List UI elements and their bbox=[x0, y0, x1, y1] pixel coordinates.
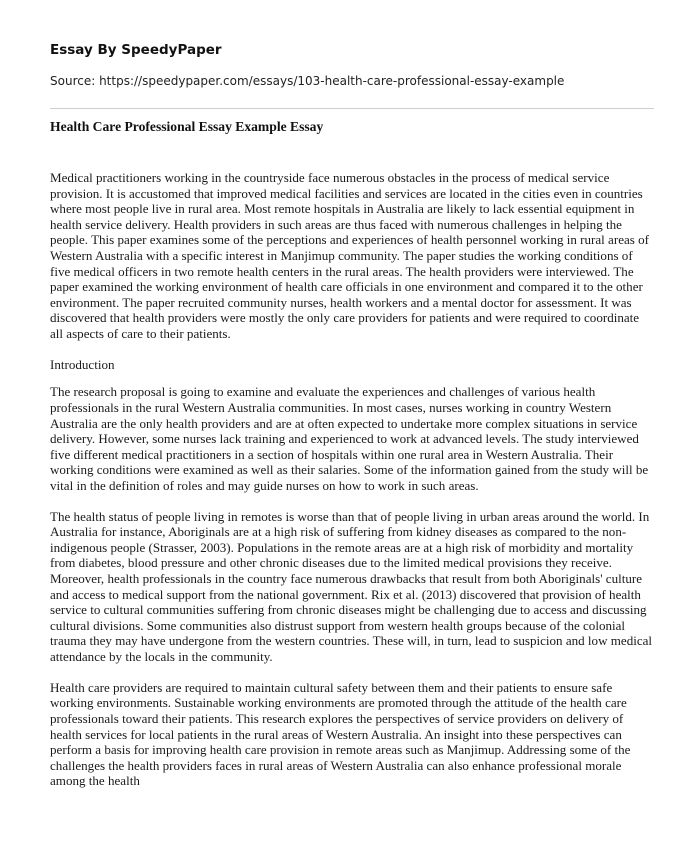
body-paragraph-3: Health care providers are required to maintain cultural safety between them and their patients to ensure safe working environments. Sustainable working environments are promoted through the attitude of the health care professionals toward their patients. This research explores the perspectives of service providers on delivery of health services for local patients in the rural areas of Western Australia. An insight into these perspectives can perform a basis for improving health care provision in remote areas such as Manjimup. Addressing some of the challenges the health providers faces in rural areas of Western Australia can also enhance professional morale among the health bbox=[50, 679, 631, 789]
header-divider bbox=[50, 108, 654, 109]
brand-title: Essay By SpeedyPaper bbox=[50, 42, 222, 58]
body-paragraph-2: The health status of people living in remotes is worse than that of people living in urban areas around the world. In Australia for instance, Aboriginals are at a high risk of suffering from kidney diseases as compared to the non-indigenous people (Strasser, 2003). Populations in the remote areas are at a high risk of morbidity and mortality from diabetes, blood pressure and other chronic diseases due to the limited medical provisions they receive. Moreover, health professionals in the country face numerous drawbacks that result from both Aboriginals' culture and access to medical support from the national government. Rix et al. (2013) discovered that provision of health service to cultural communities suffering from chronic diseases might be challenging due to access and discussing cultural divisions. Some communities also distrust support from western health groups because of the colonial trauma they may have undergone from the western countries. These will, in turn, lead to suspicion and low medical attendance by the locals in the community. bbox=[50, 508, 653, 664]
source-line: Source: https://speedypaper.com/essays/103-health-care-professional-essay-example bbox=[50, 74, 565, 88]
body-paragraph-1: The research proposal is going to examine and evaluate the experiences and challenges of various health professionals in the rural Western Australia communities. In most cases, nurses working in country Western Australia are the only health providers and are at often expected to undertake more complex situations in service delivery. However, some nurses lack training and experienced to work at advanced levels. The study interviewed five different medical practitioners in a section of hospitals within one rural area in Western Australia. Their working conditions were examined as well as their salaries. Some of the information gained from the study will be vital in the definition of roles and may guide nurses on how to work in such areas. bbox=[50, 384, 649, 493]
essay-body bbox=[50, 170, 654, 804]
section-heading-introduction: Introduction bbox=[50, 356, 115, 372]
abstract-paragraph: Medical practitioners working in the countryside face numerous obstacles in the process of medical service provision. It is accustomed that improved medical facilities and services are located in the cities even in countries where most people live in rural area. Most remote hospitals in Australia are likely to lack essential equipment in health service delivery. Health providers in such areas are thus faced with numerous challenges in helping the people. This paper examines some of the perceptions and experiences of health personnel working in rural areas of Western Australia with a specific interest in Manjimup community. The paper studies the working conditions of five medical officers in two remote health centers in the rural areas. The health providers were interviewed. The paper examined the working environment of health care officials in one environment and compared it to the other environment. The paper recruited community nurses, health workers and a mental doctor for assessment. It was discovered that health providers were mostly the only care providers for patients and were required to coordinate all aspects of care to their patients. bbox=[50, 170, 649, 341]
essay-title: Health Care Professional Essay Example Essay bbox=[50, 119, 324, 134]
